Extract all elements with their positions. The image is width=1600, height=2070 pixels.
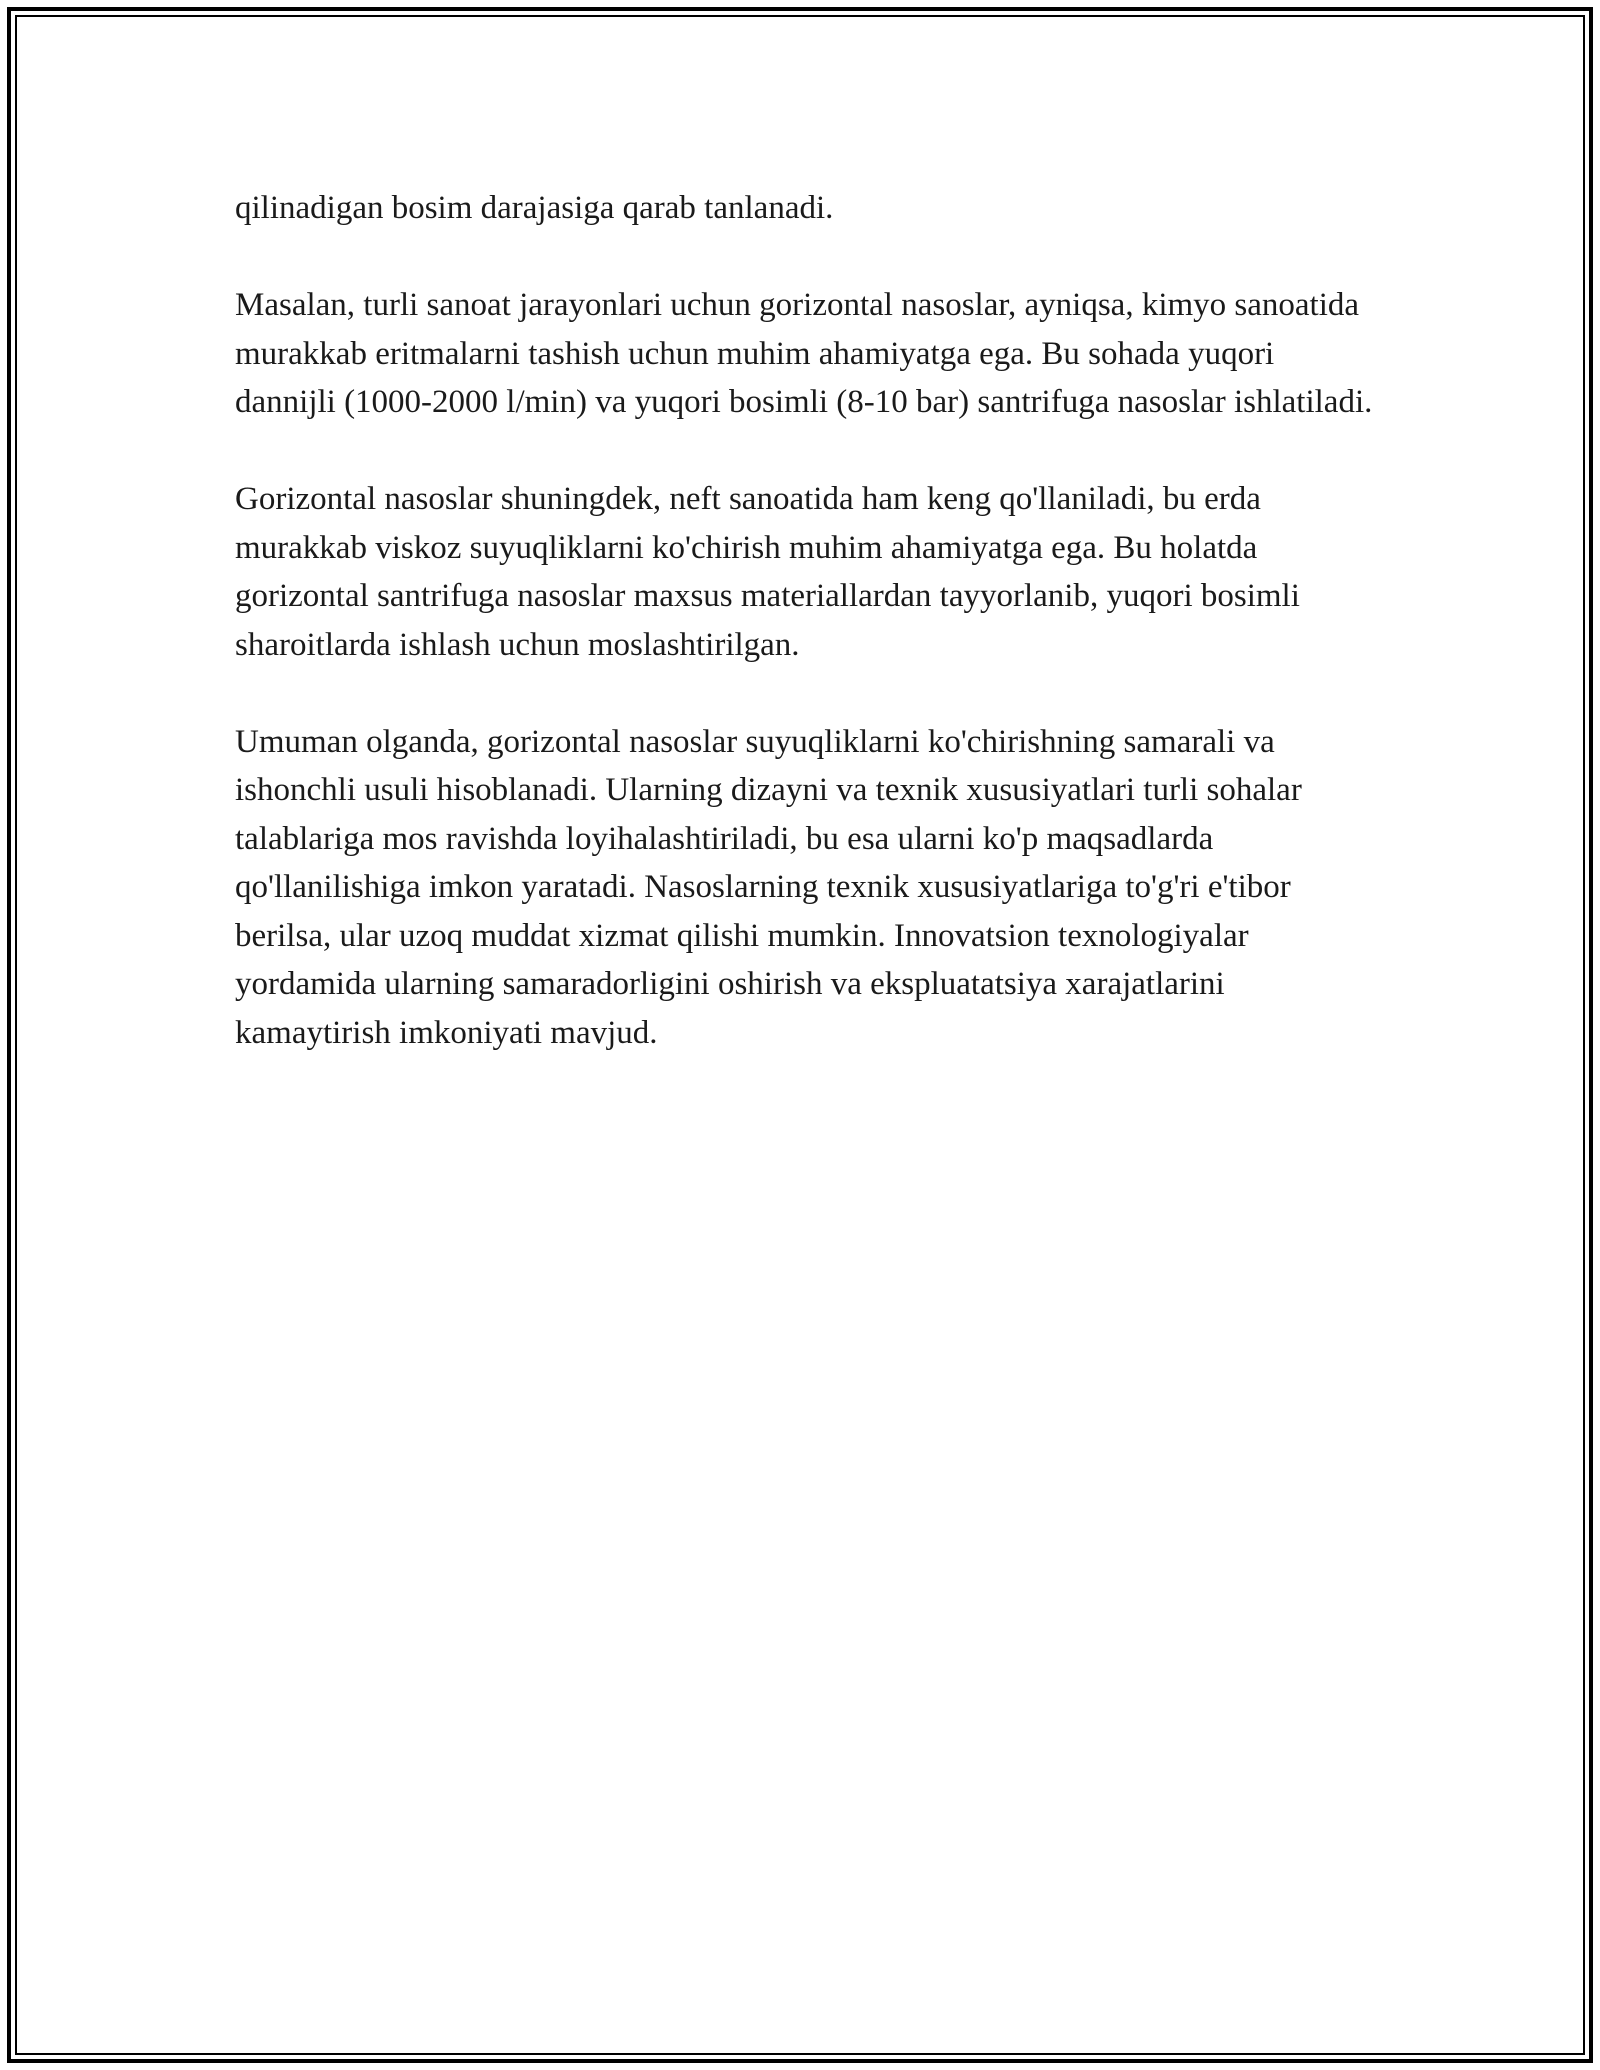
paragraph: Gorizontal nasoslar shuningdek, neft sanoatida ham keng qo'llaniladi, bu erda murakkab viskoz suyuqliklarni ko'chirish muhim ahamiyatga ega. Bu holatda gorizontal santrifuga nasoslar maxsus materiallardan tayyorlanib, yuqori bosimli sharoitlarda ishlash uchun moslashtirilgan.	[235, 481, 1300, 663]
paragraph: qilinadigan bosim darajasiga qarab tanlanadi.	[235, 190, 834, 226]
paragraph: Masalan, turli sanoat jarayonlari uchun gorizontal nasoslar, ayniqsa, kimyo sanoatida murakkab eritmalarni tashish uchun muhim ahamiyatga ega. Bu sohada yuqori dannijli (1000-2000 l/min) va yuqori bosimli (8-10 bar) santrifuga nasoslar ishlatiladi.	[235, 287, 1373, 420]
document-body	[235, 184, 1375, 1106]
paragraph: Umuman olganda, gorizontal nasoslar suyuqliklarni ko'chirishning samarali va ishonchli usuli hisoblanadi. Ularning dizayni va texnik xususiyatlari turli sohalar talablariga mos ravishda loyihalashtiriladi, bu esa ularni ko'p maqsadlarda qo'llanilishiga imkon yaratadi. Nasoslarning texnik xususiyatlariga to'g'ri e'tibor berilsa, ular uzoq muddat xizmat qilishi mumkin. Innovatsion texnologiyalar yordamida ularning samaradorligini oshirish va ekspluatatsiya xarajatlarini kamaytirish imkoniyati mavjud.	[235, 723, 1302, 1051]
